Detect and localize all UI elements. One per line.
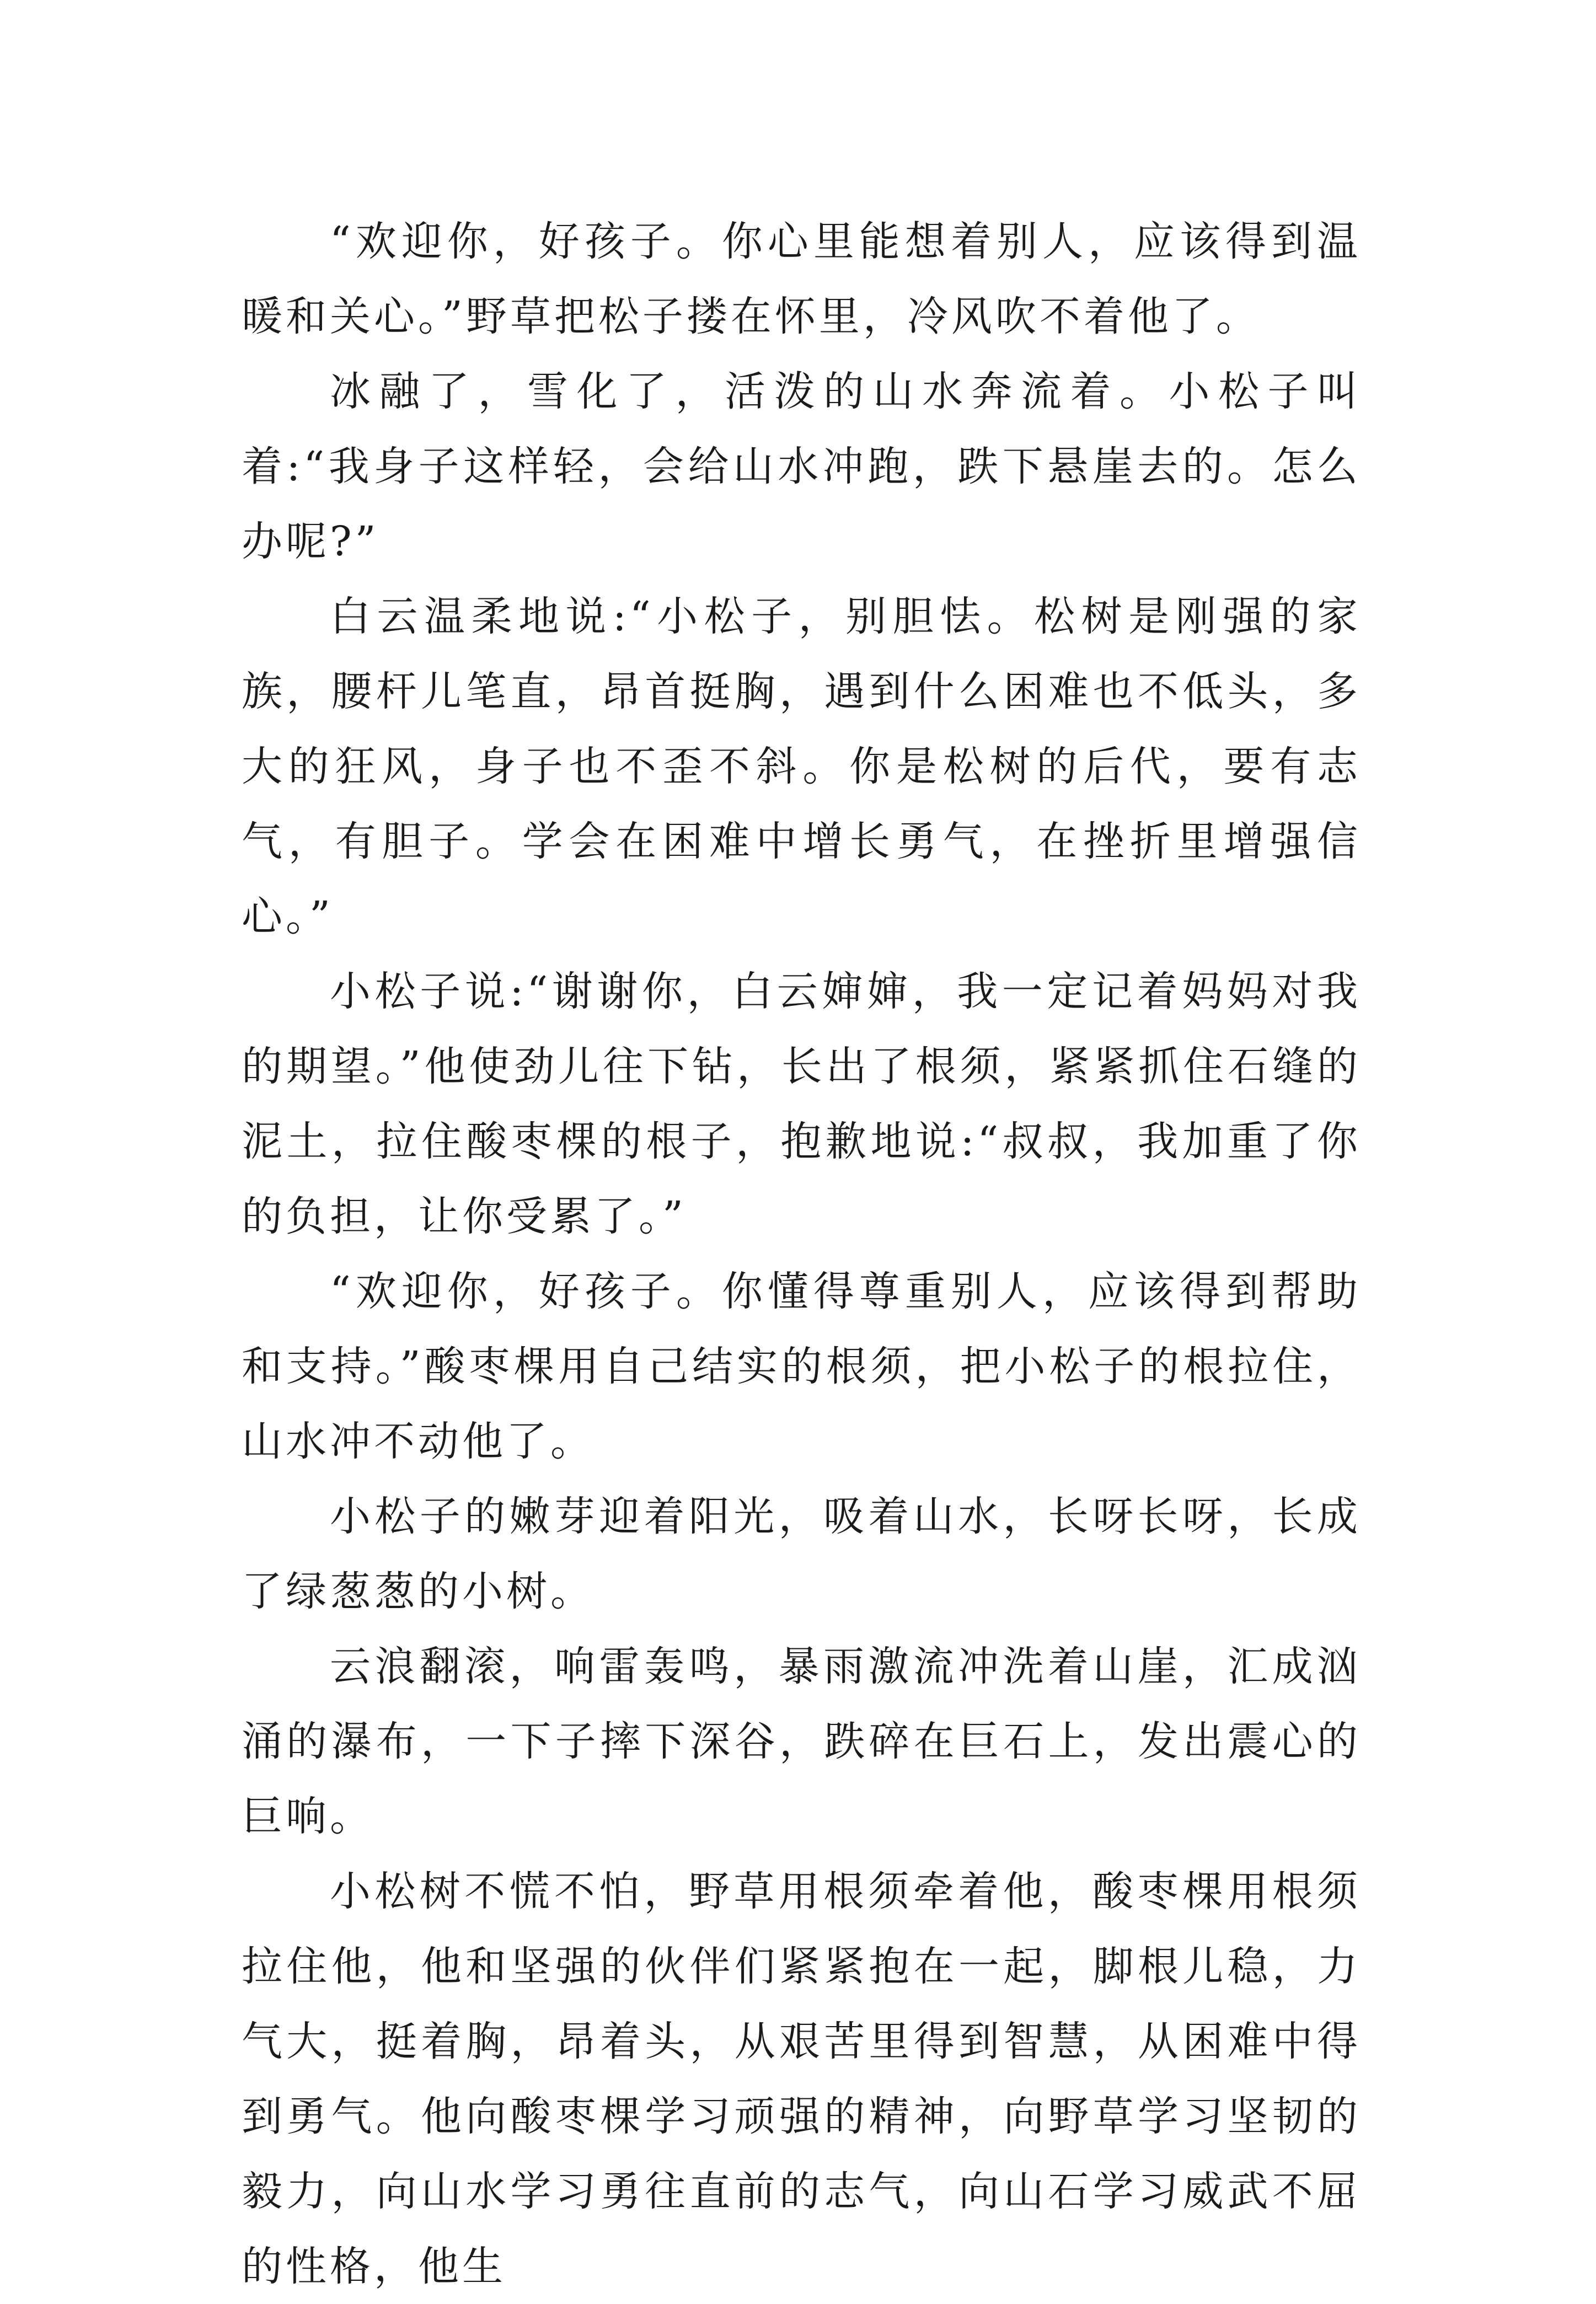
paragraph-1: “欢迎你，好孩子。你心里能想着别人，应该得到温暖和关心。”野草把松子搂在怀里，冷风吹不着他了。 — [242, 218, 1361, 340]
paragraph-6: 小松子的嫩芽迎着阳光，吸着山水，长呀长呀，长成了绿葱葱的小树。 — [242, 1493, 1361, 1615]
story-text — [242, 204, 1361, 2304]
paragraph-4: 小松子说:“谢谢你，白云婶婶，我一定记着妈妈对我的期望。”他使劲儿往下钻，长出了根须，紧紧抓住石缝的泥土，拉住酸枣棵的根子，抱歉地说:“叔叔，我加重了你的负担，让你受累了。” — [242, 968, 1361, 1240]
paragraph-8: 小松树不慌不怕，野草用根须牵着他，酸枣棵用根须拉住他，他和坚强的伙伴们紧紧抱在一起，脚根儿稳，力气大，挺着胸，昂着头，从艰苦里得到智慧，从困难中得到勇气。他向酸枣棵学习顽强的精神，向野草学习坚韧的毅力，向山水学习勇往直前的志气，向山石学习威武不屈的性格，他生 — [242, 1868, 1361, 2290]
paragraph-5: “欢迎你，好孩子。你懂得尊重别人，应该得到帮助和支持。”酸枣棵用自己结实的根须，把小松子的根拉住，山水冲不动他了。 — [242, 1268, 1361, 1465]
paragraph-3: 白云温柔地说:“小松子，别胆怯。松树是刚强的家族，腰杆儿笔直，昂首挺胸，遇到什么困难也不低头，多大的狂风，身子也不歪不斜。你是松树的后代，要有志气，有胆子。学会在困难中增长勇气，在挫折里增强信心。” — [242, 593, 1361, 940]
paragraph-7: 云浪翻滚，响雷轰鸣，暴雨激流冲洗着山崖，汇成汹涌的瀑布，一下子摔下深谷，跌碎在巨石上，发出震心的巨响。 — [242, 1643, 1361, 1840]
paragraph-2: 冰融了，雪化了，活泼的山水奔流着。小松子叫着:“我身子这样轻，会给山水冲跑，跌下悬崖去的。怎么办呢?” — [242, 368, 1361, 565]
